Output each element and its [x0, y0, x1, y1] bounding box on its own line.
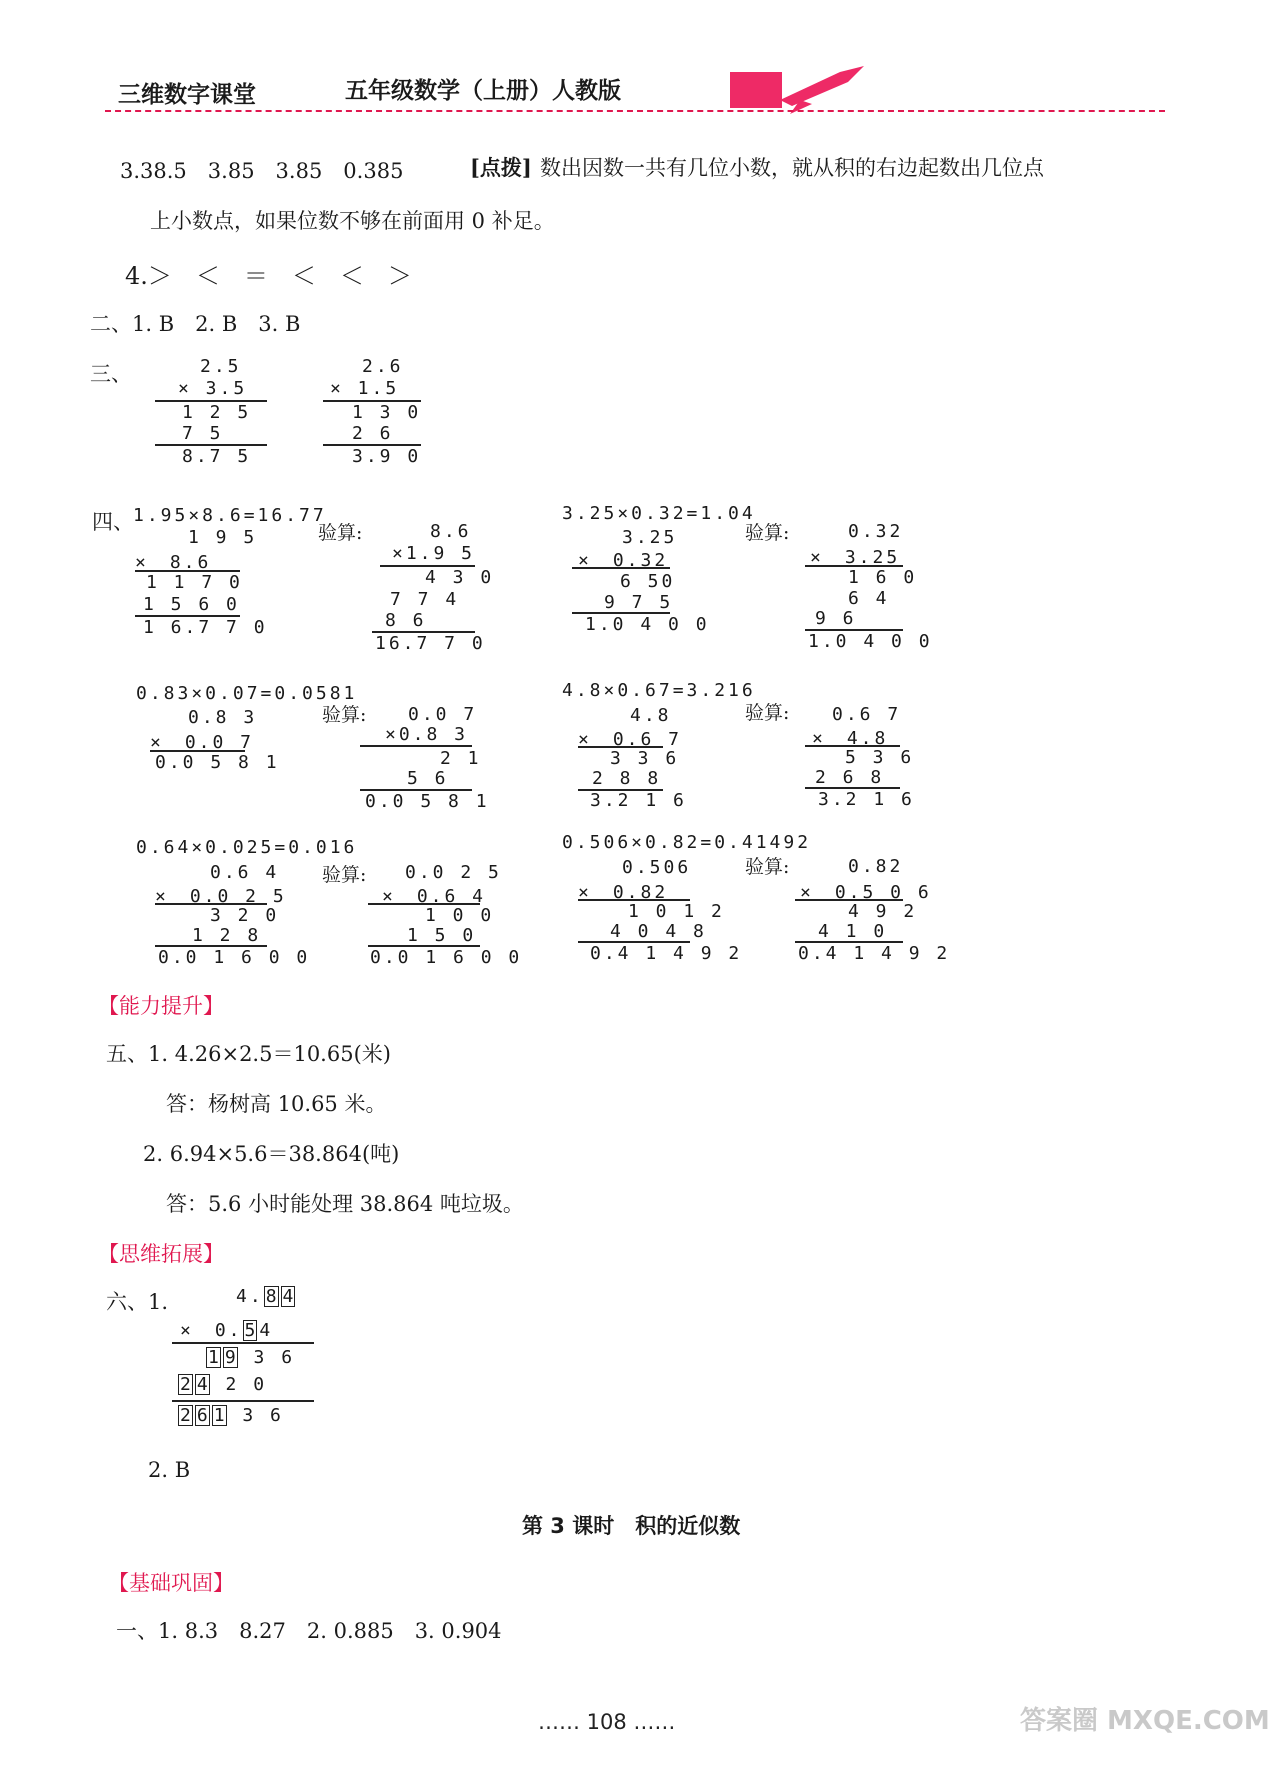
check-row: 0.0 5 8 1 — [365, 791, 490, 812]
check-row: 0.0 1 6 0 0 — [370, 947, 523, 968]
q4-answers: 4.＞ ＜ ＝ ＜ ＜ ＞ — [125, 262, 412, 290]
calc-row: × 0.0 7 — [150, 732, 255, 753]
calc-row: 1 5 6 0 — [143, 594, 240, 615]
answer-box: 4 — [196, 1374, 208, 1395]
check-row: 9 6 — [815, 608, 857, 629]
watermark-logo: 答案圈 MXQE.COM — [1020, 1706, 1270, 1736]
check-row: × 0.5 0 6 — [800, 882, 932, 903]
check-row: 0.4 1 4 9 2 — [798, 943, 951, 964]
check-row: 0.0 7 — [408, 704, 478, 725]
check-row: 2 1 — [440, 748, 482, 769]
tip-text-cont: 上小数点，如果位数不够在前面用 0 补足。 — [150, 209, 555, 233]
answer-box: 6 — [196, 1405, 208, 1426]
check-row: 3.2 1 6 — [818, 789, 915, 810]
check-row: 4 1 0 — [818, 921, 888, 942]
puzzle-row — [178, 1405, 284, 1426]
q3-answers: 3.38.5 3.85 3.85 0.385 — [120, 159, 404, 183]
equation: 1.95×8.6=16.77 — [133, 505, 327, 526]
calc-rule — [572, 567, 670, 569]
puzzle-row — [180, 1316, 273, 1342]
calc-row: 9 7 5 — [604, 592, 674, 613]
verify-label: 验算: — [318, 522, 363, 544]
calc-row: 4 0 4 8 — [610, 921, 707, 942]
check-row: 1 0 0 — [425, 905, 495, 926]
answer-box: 9 — [224, 1347, 236, 1368]
check-row: 5 6 — [407, 768, 449, 789]
verify-label: 验算: — [322, 704, 367, 726]
part5-q1-answer: 答：杨树高 10.65 米。 — [166, 1092, 387, 1116]
calc-row: 1 3 0 — [352, 402, 422, 423]
check-row: × 3.25 — [810, 547, 901, 568]
calc-rule — [172, 1400, 314, 1402]
equation: 0.83×0.07=0.0581 — [136, 683, 358, 704]
section-basic: 【基础巩固】 — [108, 1571, 234, 1595]
check-row: × 0.6 4 — [382, 886, 487, 907]
calc-rule — [360, 745, 472, 747]
calc-row: 1.0 4 0 0 — [585, 614, 710, 635]
header-divider — [105, 110, 1165, 112]
calc-row: × 0.0 2 5 — [155, 886, 287, 907]
puzzle-digit: 4 — [259, 1320, 274, 1341]
answer-box: 1 — [213, 1405, 225, 1426]
check-row: 4 3 0 — [425, 567, 495, 588]
calc-row: × 0.82 — [578, 882, 669, 903]
calc-row: × 0.32 — [578, 550, 669, 571]
answer-box: 2 — [180, 1405, 191, 1426]
check-row: ×1.9 5 — [392, 543, 476, 564]
calc-row: 6 50 — [620, 571, 676, 592]
calc-row: 0.8 3 — [188, 707, 258, 728]
part2-answers: 二、1. B 2. B 3. B — [90, 312, 301, 336]
calc-row: 3 3 6 — [610, 748, 680, 769]
calc-row: 4.8 — [630, 705, 672, 726]
puzzle-digit: × 0. — [180, 1320, 243, 1341]
section-thinking: 【思维拓展】 — [98, 1242, 224, 1266]
calc-row: 7 5 — [182, 423, 224, 444]
part5-q2-answer: 答：5.6 小时能处理 38.864 吨垃圾。 — [166, 1192, 524, 1216]
calc-row: × 1.5 — [330, 378, 400, 399]
calc-row: 1 1 7 0 — [146, 572, 243, 593]
equation: 3.25×0.32=1.04 — [562, 503, 756, 524]
answer-box: 8 — [265, 1286, 277, 1307]
check-row: ×0.8 3 — [385, 724, 469, 745]
calc-row: × 8.6 — [135, 552, 212, 573]
check-row: 7 7 4 — [390, 589, 460, 610]
check-row: 16.7 7 0 — [375, 633, 486, 654]
calc-row: × 3.5 — [178, 378, 248, 399]
calc-row: 0.6 4 — [210, 862, 280, 883]
part6-label: 六、1. — [106, 1290, 169, 1314]
header-book-title: 五年级数学（上册）人教版 — [345, 78, 621, 104]
calc-row: × 0.6 7 — [578, 729, 683, 750]
part1-answers: 一、1. 8.3 8.27 2. 0.885 3. 0.904 — [116, 1619, 502, 1643]
verify-label: 验算: — [745, 522, 790, 544]
part5-q2: 2. 6.94×5.6＝38.864(吨) — [143, 1142, 400, 1166]
check-row: 5 3 6 — [845, 747, 915, 768]
header-brand: 三维数字课堂 — [118, 82, 256, 108]
puzzle-digit: 2 0 — [225, 1374, 268, 1395]
puzzle-row — [178, 1374, 267, 1395]
part3-label: 三、 — [90, 362, 132, 386]
calc-row: 0.4 1 4 9 2 — [590, 943, 743, 964]
page-number: …… 108 …… — [538, 1710, 676, 1734]
calc-row: 1 2 8 — [192, 925, 262, 946]
answer-box: 5 — [244, 1320, 256, 1341]
check-row: 1.0 4 0 0 — [808, 631, 933, 652]
calc-row: 3.2 1 6 — [590, 790, 687, 811]
tip-text: 数出因数一共有几位小数，就从积的右边起数出几位点 — [540, 156, 1044, 180]
equation: 0.64×0.025=0.016 — [136, 837, 358, 858]
check-row: 1 6 0 — [848, 567, 918, 588]
calc-row: 1 6.7 7 0 — [143, 617, 268, 638]
rocket-icon — [730, 60, 870, 116]
verify-label: 验算: — [745, 856, 790, 878]
verify-label: 验算: — [322, 864, 367, 886]
calc-row: 1 2 5 — [182, 402, 252, 423]
answer-box: 4 — [282, 1286, 294, 1307]
puzzle-row — [236, 1286, 297, 1307]
check-row: 1 5 0 — [407, 925, 477, 946]
calc-row: 0.0 1 6 0 0 — [158, 947, 311, 968]
equation: 0.506×0.82=0.41492 — [562, 832, 812, 853]
verify-label: 验算: — [745, 702, 790, 724]
calc-row: 2.6 — [362, 356, 404, 377]
puzzle-digit: 4. — [236, 1286, 264, 1307]
calc-row: 2 6 — [352, 423, 394, 444]
check-row: 6 4 — [848, 588, 890, 609]
calc-row: 0.506 — [622, 857, 692, 878]
calc-row: 8.7 5 — [182, 446, 252, 467]
check-row: 0.0 2 5 — [405, 862, 502, 883]
calc-row: 0.0 5 8 1 — [155, 752, 280, 773]
puzzle-row — [206, 1347, 295, 1368]
calc-row: 2 8 8 — [592, 768, 662, 789]
check-row: 0.6 7 — [832, 704, 902, 725]
tip-label: [点拨] — [470, 155, 532, 180]
equation: 4.8×0.67=3.216 — [562, 680, 756, 701]
section-ability: 【能力提升】 — [98, 994, 224, 1018]
check-row: 8.6 — [430, 521, 472, 542]
check-row: 4 9 2 — [848, 901, 918, 922]
calc-row: 3.9 0 — [352, 446, 422, 467]
part6-q2: 2. B — [148, 1458, 191, 1482]
puzzle-digit: 3 6 — [253, 1347, 296, 1368]
check-row: 2 6 8 — [815, 767, 885, 788]
lesson-title: 第 3 课时 积的近似数 — [522, 1514, 741, 1538]
calc-row: 1 9 5 — [188, 527, 258, 548]
check-row: 8 6 — [385, 610, 427, 631]
check-row: 0.82 — [848, 856, 904, 877]
check-row: 0.32 — [848, 521, 904, 542]
check-row: × 4.8 — [812, 728, 889, 749]
calc-row: 3 2 0 — [210, 905, 280, 926]
part5-q1: 五、1. 4.26×2.5＝10.65(米) — [106, 1042, 391, 1066]
calc-rule — [172, 1342, 314, 1344]
calc-row: 1 0 1 2 — [628, 901, 725, 922]
answer-box: 1 — [208, 1347, 219, 1368]
calc-row: 2.5 — [200, 356, 242, 377]
answer-box: 2 — [180, 1374, 191, 1395]
puzzle-digit: 3 6 — [242, 1405, 284, 1426]
calc-row: 3.25 — [622, 527, 678, 548]
part4-label: 四、 — [92, 510, 134, 534]
